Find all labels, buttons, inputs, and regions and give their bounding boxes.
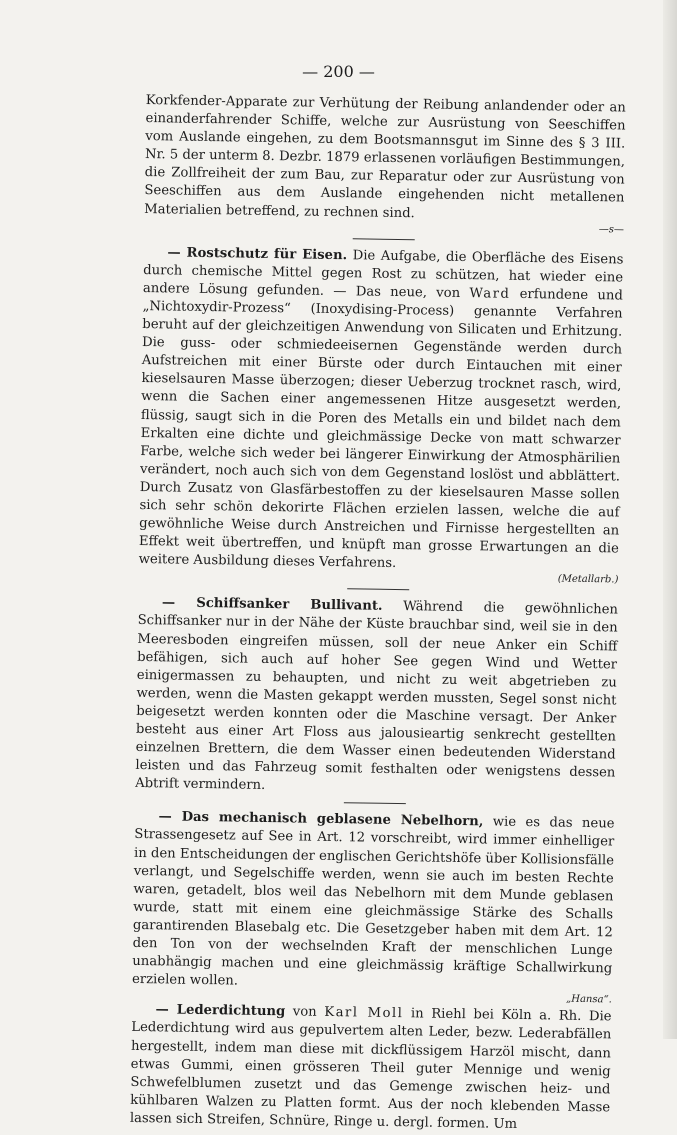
section-source: „Hansa“. bbox=[566, 994, 612, 1006]
section-text: erfundene und „Nichtoxydir-Prozess“ (Inoxydising-Process) genannte Verfahren beruht auf der gleichzeitigen Anwendung von Silicaten und Erhitzung. Die guss- oder schmiedeeisernen Gegenstände werden durch Aufstreichen mit einer Bürste oder durch Eintauchen mit einer kieselsauren Masse überzogen; dieser Ueberzug trocknet rasch, wird, wenn die Sachen einer angemessenen Hitze ausgesetzt werden, flüssig, saugt sich in die Poren des Metalls ein und bildet nach dem Erkalten eine dichte und gleichmässige Decke von matt schwarzer Farbe, welche sich weder bei längerer Einwirkung der Atmosphärilien verändert, noch auch sich von dem Gegenstand loslöst und abblättert. Durch Zusatz von Glasfärbestoffen zu der kieselsauren Masse sollen sich sehr schön dekorirte Flächen erzielen lassen, welche die auf gewöhnliche Weise durch Anstreichen und Firnisse hergestellten an Effekt weit übertreffen, und knüpft man grosse Erwartungen an die weitere Ausbildung dieses Verfahrens. bbox=[138, 286, 623, 572]
text-body bbox=[130, 92, 626, 1135]
section-nebelhorn bbox=[132, 808, 615, 996]
section-heading: — Schiffsanker Bullivant. bbox=[161, 595, 383, 615]
section-text: von bbox=[285, 1004, 325, 1021]
section-text: in Riehl bei Köln a. Rh. Die Lederdichtung wird aus gepulvertem alten Leder, bezw. Lederabfällen hergestellt, indem man diese mit dickflüssigem Harzöl mischt, dann etwas Gummi, einen grösseren Theil guter Mennige und wenig Schwefelblumen zusetzt und das Gemenge zwischen heiz- und kühlbaren Walzen zu Platten formt. Aus der noch klebenden Masse lassen sich Streifen, Schnüre, Ringe u. dergl. formen. Um bbox=[129, 1006, 612, 1132]
section-heading: — Rostschutz für Eisen. bbox=[167, 245, 348, 263]
section-heading: — Das mechanisch geblasene Nebelhorn, bbox=[158, 809, 484, 830]
page-fold-shadow bbox=[663, 0, 677, 1039]
page-number: — 200 — bbox=[302, 62, 375, 81]
section-rostschutz bbox=[139, 244, 624, 577]
intro-paragraph: Korkfender-Apparate zur Verhütung der Reibung anlandender oder an einanderfahrender Schiffe, welche zur Ausrüstung von Seeschiffen vom Auslande eingehen, zu dem Bootsmannsgut im Sinne des § 3 III. Nr. 5 der unterm 8. Dezbr. 1879 erlassenen vorläufigen Bestimmungen, die Zollfreiheit der zum Bau, zur Reparatur oder zur Ausrüstung von Seeschiffen aus dem Auslande eingehenden nicht metallenen Materialien betreffend, zu rechnen sind. bbox=[144, 92, 626, 221]
section-source: (Metallarb.) bbox=[557, 573, 619, 586]
section-text: Während die gewöhnlichen Schiffsanker nur in der Nähe der Küste brauchbar sind, weil sie in den Meeresboden eingreifen müssen, soll der neue Anker ein Schiff befähigen, sich auch auf hoher See gegen Wind und Wetter einigermassen zu behaupten, und nicht zu weit abgetrieben zu werden, wenn die Masten gekappt werden mussten, Segel sonst nicht beigesetzt werden konnten oder die Maschine versagt. Der Anker besteht aus einer Art Floss aus jalousieartig senkrecht gestellten einzelnen Brettern, die dem Wasser einen bedeutenden Widerstand leisten und das Fahrzeug somit festhalten oder wenigstens dessen Abtrift vermindern. bbox=[135, 599, 619, 794]
section-heading: — Lederdichtung bbox=[155, 1002, 286, 1020]
section-divider bbox=[344, 803, 406, 805]
section-text: Die Aufgabe, die Oberfläche des Eisens durch chemische Mittel gegen Rost zu schützen, hat wieder eine andere Lösung gefunden. — Das neue, von bbox=[142, 247, 624, 301]
person-name: Ward bbox=[469, 285, 511, 302]
section-lederdichtung bbox=[130, 1001, 612, 1135]
section-divider bbox=[353, 238, 415, 240]
intro-source: —s— bbox=[598, 223, 624, 236]
section-schiffsanker bbox=[135, 594, 618, 801]
section-text: wie es das neue Strassengesetz auf See in Art. 12 vorschreibt, wird immer einhelliger in den Entscheidungen der englischen Gerichtshöfe über Kollisionsfälle verlangt, und Segelschiffe werden, wenn sie auch im besten Rechte waren, getadelt, blos weil das Nebelhorn mit dem Munde geblasen wurde, statt mit einem eine gleichmässige Stärke des Schalls garantirenden Blasebalg etc. Die Gesetzgeber haben mit dem Art. 12 den Ton von der wechselnden Kraft der menschlichen Lunge unabhängig machen und eine gleichmässig kräftige Schallwirkung erzielen wollen. bbox=[131, 814, 615, 989]
person-name: Karl Moll bbox=[324, 1005, 404, 1022]
section-divider bbox=[347, 589, 409, 591]
